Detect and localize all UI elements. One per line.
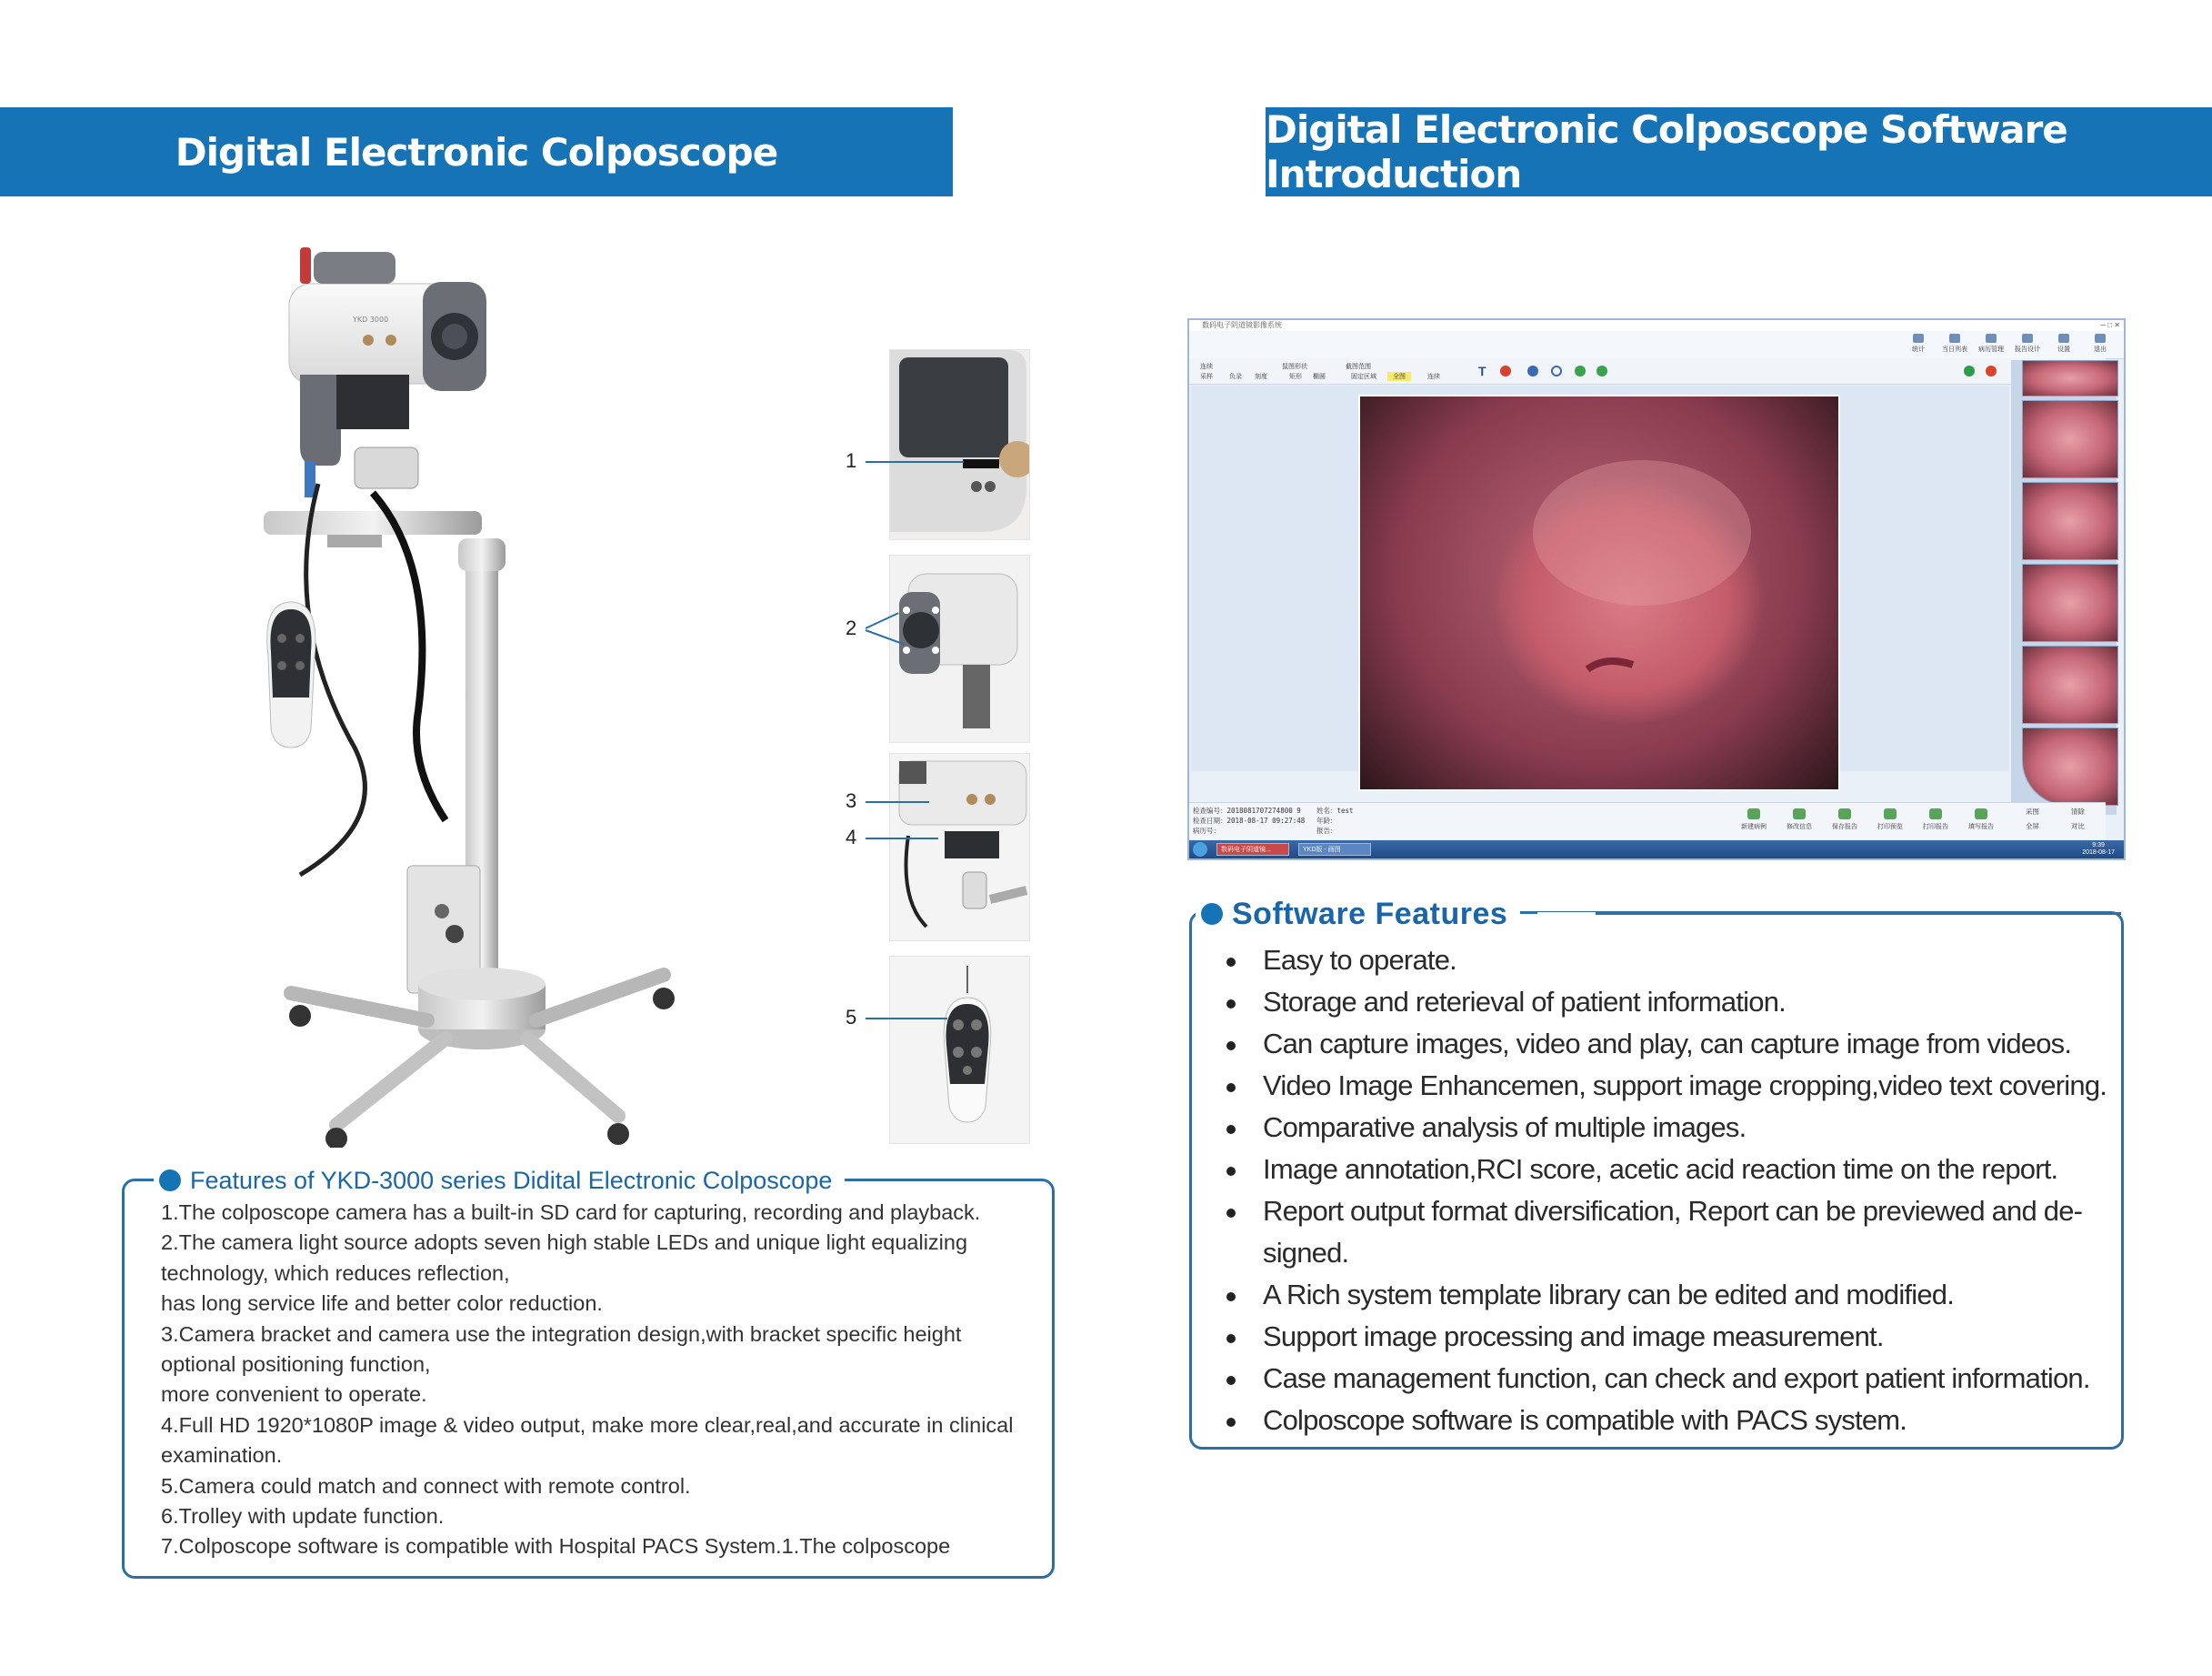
captured-thumbnail[interactable] <box>2022 728 2118 806</box>
software-feature-item: A Rich system template library can be edited and modified. <box>1219 1274 2119 1316</box>
hardware-features-box <box>122 1166 1055 1579</box>
remote-control-illustration <box>890 957 1029 1143</box>
callout-number-3: 3 <box>846 789 857 812</box>
timer-icon[interactable] <box>1551 366 1562 376</box>
thumbnail-sidebar <box>2011 360 2117 815</box>
print-icon <box>1929 808 1942 819</box>
clock-date: 2018-08-17 <box>2082 849 2115 856</box>
design-icon <box>2022 334 2033 343</box>
list-icon <box>1949 334 1960 343</box>
compare-button[interactable]: 对比 <box>2071 822 2085 830</box>
exam-date-text: 检查日期：2018-08-17 09:27:48 <box>1193 817 1306 825</box>
callout-line-3 <box>866 801 929 803</box>
camera-bracket-illustration <box>890 754 1029 940</box>
new-case-button[interactable]: 新建病例 <box>1735 808 1773 831</box>
detail-image-camera-bracket <box>889 753 1030 941</box>
redo-icon[interactable] <box>1596 366 1607 376</box>
hardware-features-title: Features of YKD-3000 series Didital Electronic Colposcope <box>190 1166 833 1194</box>
software-feature-item: Image annotation,RCI score, acetic acid reaction time on the report. <box>1219 1149 2119 1190</box>
save-icon <box>1838 808 1851 819</box>
app-ribbon <box>1189 331 2124 359</box>
tool-range-label: 截图范围 <box>1346 364 1371 370</box>
tool-full-option[interactable]: 全图 <box>1387 372 1411 381</box>
palette-icon[interactable] <box>1964 366 1975 376</box>
diagnosis-text: 报告： <box>1316 827 1337 835</box>
software-feature-item: Comparative analysis of multiple images. <box>1219 1107 2119 1149</box>
software-features-box <box>1189 896 2124 1450</box>
save-report-button[interactable]: 保存报告 <box>1826 808 1864 831</box>
tool-sample[interactable]: 采样 <box>1200 374 1213 380</box>
detail-image-sd-slot <box>889 349 1030 540</box>
callout-number-2: 2 <box>846 617 857 639</box>
fill-report-button[interactable]: 填写报告 <box>1962 808 2000 831</box>
software-feature-item: Colposcope software is compatible with PACS system. <box>1219 1400 2119 1441</box>
software-features-header <box>1196 894 1520 934</box>
stats-icon <box>1913 334 1924 343</box>
software-feature-item: Video Image Enhancemen, support image cropping,video text covering. <box>1219 1065 2119 1107</box>
captured-thumbnail[interactable] <box>2022 400 2118 478</box>
hardware-feature-item: 6.Trolley with update function. <box>161 1504 445 1529</box>
ribbon-report-design-button[interactable]: 报告设计 <box>2009 334 2046 354</box>
tool-fixed-area-option[interactable]: 固定区域 <box>1351 374 1376 380</box>
bullet-dot-icon <box>1201 903 1223 925</box>
patient-age-text: 年龄： <box>1316 817 1337 825</box>
tool-continuous-option[interactable]: 连续 <box>1427 374 1440 380</box>
ribbon-today-list-button[interactable]: 当日列表 <box>1937 334 1973 354</box>
hardware-features-list <box>161 1198 1034 1562</box>
hardware-feature-item: 3.Camera bracket and camera use the integration design,with bracket specific height optional positioning function, more convenient to operate. <box>161 1321 962 1407</box>
software-feature-item: Report output format diversification, Report can be previewed and de- signed. <box>1219 1190 2119 1274</box>
captured-thumbnail[interactable] <box>2022 564 2118 642</box>
hardware-feature-item: 7.Colposcope software is compatible with Hospital PACS System.1.The colposcope <box>161 1534 951 1559</box>
software-feature-item: Case management function, can check and export patient information. <box>1219 1358 2119 1400</box>
device-model-label: YKD 3000 <box>353 316 389 324</box>
callout-number-1: 1 <box>846 449 857 472</box>
software-feature-item: Support image processing and image measurement. <box>1219 1316 2119 1358</box>
print-report-button[interactable]: 打印报告 <box>1917 808 1955 831</box>
window-controls-icon: ─ □ ✕ <box>2100 321 2120 329</box>
edit-info-button[interactable]: 修改信息 <box>1780 808 1818 831</box>
color-picker-icon[interactable] <box>1500 366 1511 376</box>
led-lights-illustration <box>890 556 1029 742</box>
tool-record[interactable]: 负录 <box>1229 374 1242 380</box>
exit-icon <box>2095 334 2106 343</box>
text-tool-icon[interactable]: T <box>1478 364 1486 378</box>
print-preview-button[interactable]: 打印预览 <box>1871 808 1909 831</box>
gear-icon <box>2058 334 2069 343</box>
captured-thumbnail[interactable] <box>2022 360 2118 396</box>
detail-image-led-lights <box>889 555 1030 743</box>
start-button-icon[interactable] <box>1193 842 1207 857</box>
sd-slot-illustration <box>890 350 1029 539</box>
colposcope-trolley-image <box>264 238 691 1148</box>
clock-time: 9:39 <box>2092 842 2105 848</box>
tool-continuous[interactable]: 连续 <box>1200 364 1213 370</box>
taskbar-item-paint[interactable]: YKD版 - 画图 <box>1298 843 1371 856</box>
patient-name-text: 姓名：test <box>1316 807 1354 815</box>
undo-icon[interactable] <box>1575 366 1586 376</box>
captured-thumbnail[interactable] <box>2022 646 2118 724</box>
taskbar-clock <box>2082 842 2115 857</box>
callout-number-5: 5 <box>846 1006 857 1029</box>
ribbon-case-manage-button[interactable]: 病历管理 <box>1973 334 2009 354</box>
software-screenshot <box>1187 318 2126 860</box>
left-section-banner <box>0 107 953 196</box>
ribbon-settings-button[interactable]: 设置 <box>2046 334 2082 354</box>
app-window-title: 数码电子阴道镜影像系统 <box>1202 321 1282 329</box>
clear-button[interactable]: 清除 <box>2071 808 2085 816</box>
report-icon <box>1975 808 1987 819</box>
hardware-feature-item: 4.Full HD 1920*1080P image & video output, make more clear,real,and accurate in clinical examination. <box>161 1412 1014 1468</box>
os-taskbar <box>1189 840 2124 858</box>
app-titlebar <box>1189 320 2124 331</box>
shield-icon[interactable] <box>1986 366 1997 376</box>
exam-number-text: 检查编号：2018081707274800 9 <box>1193 807 1301 815</box>
app-toolbar <box>1189 358 2106 385</box>
brightness-icon[interactable] <box>1527 366 1538 376</box>
right-section-banner <box>1266 107 2212 196</box>
tool-ellipse-option[interactable]: 椭圆 <box>1313 374 1326 380</box>
live-video-view[interactable] <box>1358 395 1840 791</box>
software-features-title: Software Features <box>1232 896 1508 931</box>
callout-number-4: 4 <box>846 826 857 848</box>
tool-shape-label: 鼠图形状 <box>1282 364 1307 370</box>
software-features-list <box>1219 939 2119 1441</box>
fullscreen-button[interactable]: 全屏 <box>2026 822 2039 830</box>
right-banner-title: Digital Electronic Colposcope Software Introduction <box>1266 107 2067 196</box>
tool-rect-option[interactable]: 矩形 <box>1289 374 1302 380</box>
new-case-icon <box>1747 808 1760 819</box>
software-feature-item: Easy to operate. <box>1219 939 2119 981</box>
ribbon-exit-button[interactable]: 退出 <box>2082 334 2118 354</box>
software-feature-item: Storage and reterieval of patient information. <box>1219 981 2119 1023</box>
detail-image-remote-control <box>889 956 1030 1144</box>
folder-icon <box>1986 334 1997 343</box>
capture-button[interactable]: 采图 <box>2026 808 2039 816</box>
app-bottom-bar <box>1189 802 2106 839</box>
left-banner-title: Digital Electronic Colposcope <box>175 129 778 175</box>
callout-line-1 <box>866 461 964 463</box>
hardware-feature-item: 2.The camera light source adopts seven high stable LEDs and unique light equalizing technology, which reduces reflection, has long service life and better color reduction. <box>161 1230 968 1316</box>
preview-icon <box>1884 808 1897 819</box>
ribbon-stats-button[interactable]: 统计 <box>1900 334 1937 354</box>
captured-thumbnail[interactable] <box>2022 482 2118 560</box>
taskbar-item-app[interactable]: 数码电子阴道镜... <box>1216 843 1289 856</box>
callout-line-5 <box>866 1018 947 1019</box>
callout-line-4 <box>866 838 938 839</box>
bullet-dot-icon <box>159 1169 181 1191</box>
hardware-features-header <box>154 1165 845 1196</box>
cervix-image <box>1360 396 1838 789</box>
case-number-text: 病历号： <box>1193 827 1220 835</box>
hardware-feature-item: 1.The colposcope camera has a built-in SD card for capturing, recording and playback. <box>161 1200 981 1224</box>
software-feature-item: Can capture images, video and play, can capture image from videos. <box>1219 1023 2119 1065</box>
hardware-feature-item: 5.Camera could match and connect with remote control. <box>161 1473 691 1498</box>
software-features-title-rule <box>1596 912 2121 915</box>
tool-scale[interactable]: 刻度 <box>1255 374 1267 380</box>
edit-icon <box>1793 808 1806 819</box>
